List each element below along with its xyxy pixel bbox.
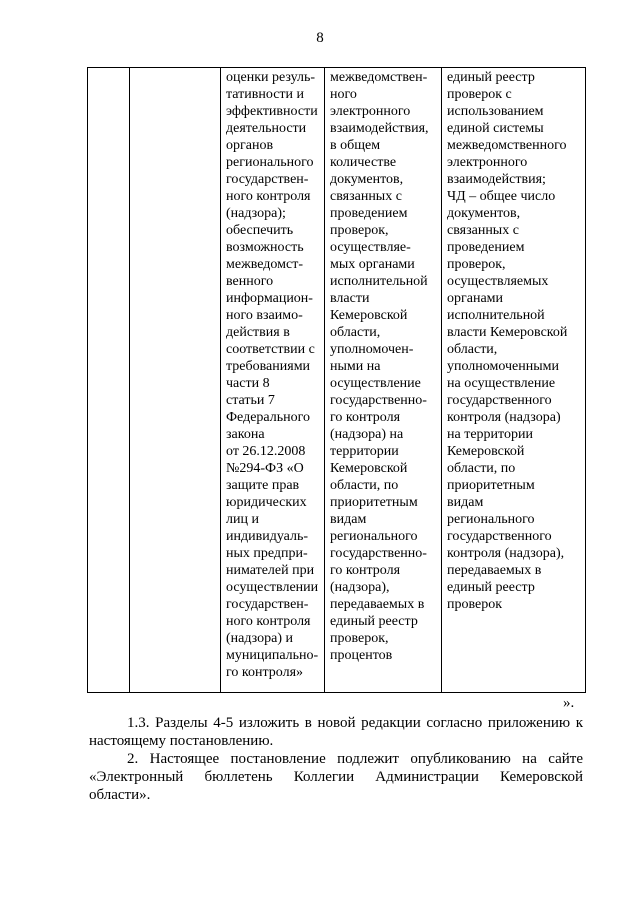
cell-line: документов, [330,172,404,187]
cell-line: проведением [330,206,408,221]
table-cell-col5 [442,68,586,693]
cell-line: венного [226,274,274,289]
cell-line: государствен- [226,172,309,187]
cell-line: власти [330,291,370,306]
cell-line: государственно- [330,393,427,408]
cell-line: ного контроля [226,614,311,629]
cell-line: электронного [330,104,411,119]
paragraph-2-line-1: 2. Настоящее постановление подлежит опубликованию на сайте [127,751,583,767]
cell-line: статьи 7 [226,393,275,408]
paragraph-1-line-2: настоящему постановлению. [89,733,274,749]
cell-line: межведомствен- [330,70,428,85]
cell-text-col5 [447,69,585,613]
cell-line: мых органами [330,257,415,272]
cell-line: регионального [447,512,535,527]
cell-line: Кемеровской [330,461,408,476]
cell-line: соответствии с [226,342,315,357]
cell-line: проведением [447,240,525,255]
cell-line: уполномочен- [330,342,414,357]
paragraph-1 [89,714,583,750]
cell-text-col3 [226,69,324,681]
cell-line: регионального [330,529,418,544]
cell-line: нимателей при [226,563,315,578]
cell-line: процентов [330,648,393,663]
cell-line: единый реестр [330,614,418,629]
cell-line: электронного [447,155,528,170]
table-row [88,68,586,693]
cell-line: тативности и [226,87,305,102]
cell-line: уполномоченными [447,359,560,374]
cell-line: информацион- [226,291,313,306]
cell-line: действия в [226,325,290,340]
cell-line: территории [330,444,399,459]
cell-line: ного [330,87,357,102]
cell-line: контроля (надзора) [447,410,561,425]
cell-line: ными на [330,359,381,374]
cell-line: контроля (надзора), [447,546,565,561]
cell-line: видам [330,512,367,527]
cell-line: области, [447,342,498,357]
cell-line: (надзора); [226,206,286,221]
cell-line: проверок, [330,223,389,238]
cell-line: осуществление [330,376,421,391]
cell-line: государственного [447,393,552,408]
cell-line: области, по [447,461,516,476]
cell-line: органов [226,138,274,153]
cell-line: (надзора) и [226,631,293,646]
cell-line: требованиями [226,359,311,374]
cell-line: взаимодействия; [447,172,546,187]
cell-line: межведомственного [447,138,567,153]
cell-line: на территории [447,427,533,442]
cell-line: обеспечить [226,223,294,238]
cell-line: органами [447,291,504,306]
cell-line: оценки резуль- [226,70,316,85]
cell-line: приоритетным [447,478,535,493]
cell-line: Федерального [226,410,311,425]
cell-line: деятельности [226,121,307,136]
cell-line: юридических [226,495,307,510]
cell-line: части 8 [226,376,270,391]
cell-line: эффективности [226,104,318,119]
cell-line: муниципально- [226,648,319,663]
cell-line: индивидуаль- [226,529,309,544]
cell-line: в общем [330,138,381,153]
cell-line: количестве [330,155,397,170]
cell-line: Кемеровской [330,308,408,323]
paragraph-2 [89,750,583,804]
cell-line: области, по [330,478,399,493]
cell-line: единый реестр [447,580,535,595]
cell-line: №294-ФЗ «О [226,461,304,476]
cell-line: от 26.12.2008 [226,444,306,459]
cell-line: ного контроля [226,189,311,204]
cell-line: использованием [447,104,544,119]
cell-line: исполнительной [330,274,428,289]
paragraph-2-line-3: области». [89,787,151,803]
cell-line: связанных с [330,189,402,204]
table-cell-col1 [88,68,130,693]
cell-line: лиц и [226,512,259,527]
cell-line: осуществлении [226,580,319,595]
cell-line: Кемеровской [447,444,525,459]
cell-line: межведомст- [226,257,304,272]
cell-line: регионального [226,155,314,170]
cell-line: осуществляе- [330,240,411,255]
table-cell-col2 [130,68,221,693]
paragraph-2-line-2: «Электронный бюллетень Коллегии Администрации Кемеровской [89,769,583,785]
cell-line: документов, [447,206,521,221]
cell-line: области, [330,325,381,340]
table-cell-col4 [325,68,442,693]
cell-line: го контроля [330,563,401,578]
cell-line: на осуществление [447,376,556,391]
cell-line: проверок с [447,87,512,102]
cell-line: проверок, [447,257,506,272]
cell-line: защите прав [226,478,300,493]
cell-line: исполнительной [447,308,545,323]
page-number: 8 [316,30,324,46]
cell-line: государственно- [330,546,427,561]
cell-text-col4 [330,69,441,664]
indicator-table [87,67,586,693]
cell-line: ЧД – общее число [447,189,556,204]
cell-line: власти Кемеровской [447,325,568,340]
cell-line: государствен- [226,597,309,612]
cell-line: проверок, [330,631,389,646]
cell-line: приоритетным [330,495,418,510]
cell-line: ных предпри- [226,546,308,561]
cell-line: возможность [226,240,304,255]
table-cell-col3 [221,68,325,693]
cell-line: связанных с [447,223,519,238]
cell-line: (надзора) на [330,427,404,442]
cell-line: государственного [447,529,552,544]
cell-line: видам [447,495,484,510]
cell-line: передаваемых в [330,597,425,612]
cell-line: го контроля [330,410,401,425]
cell-line: го контроля» [226,665,304,680]
cell-line: взаимодействия, [330,121,429,136]
paragraph-1-line-1: 1.3. Разделы 4-5 изложить в новой редакции согласно приложению к [127,715,583,731]
cell-line: осуществляемых [447,274,549,289]
cell-line: передаваемых в [447,563,542,578]
cell-line: единый реестр [447,70,535,85]
cell-line: проверок [447,597,503,612]
cell-line: закона [226,427,265,442]
cell-line: (надзора), [330,580,390,595]
cell-line: единой системы [447,121,544,136]
cell-line: ного взаимо- [226,308,303,323]
closing-quote: ». [563,695,575,711]
